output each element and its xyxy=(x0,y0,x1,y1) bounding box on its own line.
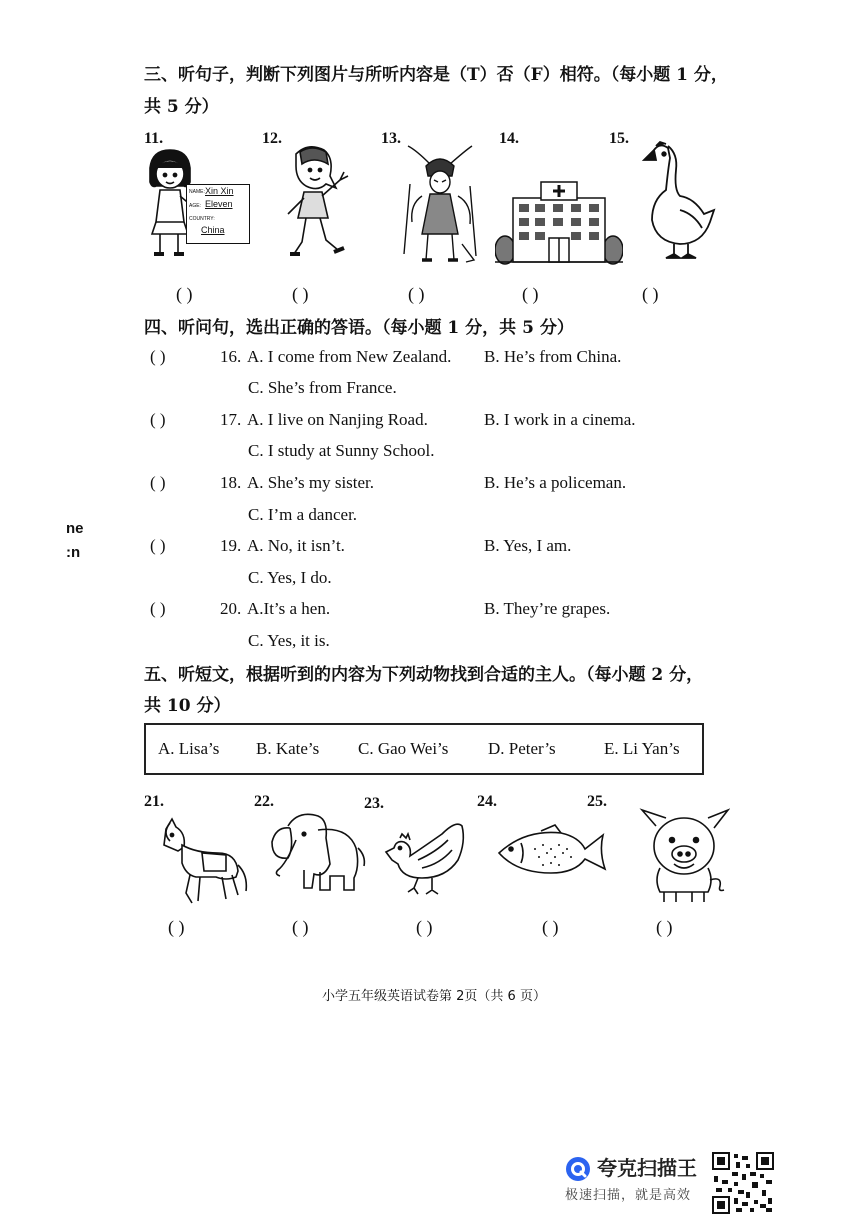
answer-blank[interactable]: ( ) xyxy=(292,917,309,937)
option-c: C. She’s from France. xyxy=(248,378,397,397)
option-a: A.It’s a hen. xyxy=(247,599,331,618)
option-c: C. Yes, I do. xyxy=(248,568,332,587)
hen-icon xyxy=(382,812,468,898)
owner-option: B. Kate’s xyxy=(256,739,320,758)
answer-blank[interactable]: ( ) xyxy=(150,347,166,366)
question-number: 18. xyxy=(220,473,242,492)
answer-blank[interactable]: ( ) xyxy=(176,284,193,304)
card-name-label: NAME: xyxy=(189,189,205,195)
girl-with-name-card-icon xyxy=(142,148,252,263)
option-a: A. I live on Nanjing Road. xyxy=(247,410,428,429)
answer-blank[interactable]: ( ) xyxy=(656,917,673,937)
owner-option: A. Lisa’s xyxy=(158,739,220,758)
option-b: B. I work in a cinema. xyxy=(484,410,636,429)
answer-blank[interactable]: ( ) xyxy=(522,284,539,304)
pig-icon xyxy=(638,806,730,906)
item-number: 25. xyxy=(587,793,607,810)
item-number: 14. xyxy=(499,130,519,147)
owner-option: D. Peter’s xyxy=(488,739,556,758)
section3-heading-line1: 三、听句子，判断下列图片与所听内容是（T）否（F）相符。（每小题 1 分， xyxy=(144,65,728,85)
question-number: 19. xyxy=(220,536,242,555)
answer-blank[interactable]: ( ) xyxy=(150,536,166,555)
option-c: C. I study at Sunny School. xyxy=(248,441,435,460)
answer-blank[interactable]: ( ) xyxy=(150,599,166,618)
qr-code-icon xyxy=(712,1152,774,1214)
item-number: 13. xyxy=(381,130,401,147)
option-b: B. Yes, I am. xyxy=(484,536,572,555)
section5-heading-line1: 五、听短文，根据听到的内容为下列动物找到合适的主人。（每小题 2 分， xyxy=(144,665,704,685)
item-number: 22. xyxy=(254,793,274,810)
item-number: 12. xyxy=(262,130,282,147)
quark-logo-icon xyxy=(565,1156,591,1182)
goose-icon xyxy=(640,140,716,264)
horse-icon xyxy=(156,815,252,907)
item-number: 23. xyxy=(364,795,384,812)
option-c: C. I’m a dancer. xyxy=(248,505,358,524)
peking-opera-performer-icon xyxy=(400,144,480,266)
answer-blank[interactable]: ( ) xyxy=(150,410,166,429)
answer-blank[interactable]: ( ) xyxy=(292,284,309,304)
question-number: 16. xyxy=(220,347,242,366)
answer-blank[interactable]: ( ) xyxy=(542,917,559,937)
item-number: 24. xyxy=(477,793,497,810)
answer-blank[interactable]: ( ) xyxy=(408,284,425,304)
answer-blank[interactable]: ( ) xyxy=(642,284,659,304)
margin-note: :n xyxy=(66,544,81,561)
card-country-value: China xyxy=(201,225,225,235)
section3-heading-line2: 共 5 分） xyxy=(144,97,219,117)
owner-options-box xyxy=(144,723,704,775)
option-a: A. No, it isn’t. xyxy=(247,536,345,555)
option-b: B. He’s a policeman. xyxy=(484,473,627,492)
option-c: C. Yes, it is. xyxy=(248,631,330,650)
question-number: 20. xyxy=(220,599,242,618)
answer-blank[interactable]: ( ) xyxy=(150,473,166,492)
option-b: B. They’re grapes. xyxy=(484,599,611,618)
card-name-value: Xin Xin xyxy=(205,186,234,196)
card-age-value: Eleven xyxy=(205,199,233,209)
option-b: B. He’s from China. xyxy=(484,347,622,366)
card-country-label: COUNTRY: xyxy=(189,216,215,222)
hospital-building-icon xyxy=(495,176,623,266)
answer-blank[interactable]: ( ) xyxy=(168,917,185,937)
brand-slogan: 极速扫描，就是高效 xyxy=(565,1188,692,1203)
option-a: A. She’s my sister. xyxy=(247,473,375,492)
fish-icon xyxy=(495,823,607,881)
waving-girl-icon xyxy=(278,142,358,262)
owner-option: E. Li Yan’s xyxy=(604,739,680,758)
elephant-icon xyxy=(268,808,368,898)
brand-name: 夸克扫描王 xyxy=(597,1156,697,1180)
name-card xyxy=(186,184,250,244)
item-number: 21. xyxy=(144,793,164,810)
card-age-label: AGE: xyxy=(189,203,201,209)
page-footer: 小学五年级英语试卷第 2页（共 6 页） xyxy=(322,989,546,1004)
owner-option: C. Gao Wei’s xyxy=(358,739,449,758)
item-number: 15. xyxy=(609,130,629,147)
item-number: 11. xyxy=(144,130,164,147)
section5-heading-line2: 共 10 分） xyxy=(144,696,231,716)
section4-heading: 四、听问句，选出正确的答语。（每小题 1 分，共 5 分） xyxy=(144,318,574,338)
question-number: 17. xyxy=(220,410,242,429)
option-a: A. I come from New Zealand. xyxy=(247,347,452,366)
answer-blank[interactable]: ( ) xyxy=(416,917,433,937)
margin-note: ne xyxy=(66,520,84,537)
